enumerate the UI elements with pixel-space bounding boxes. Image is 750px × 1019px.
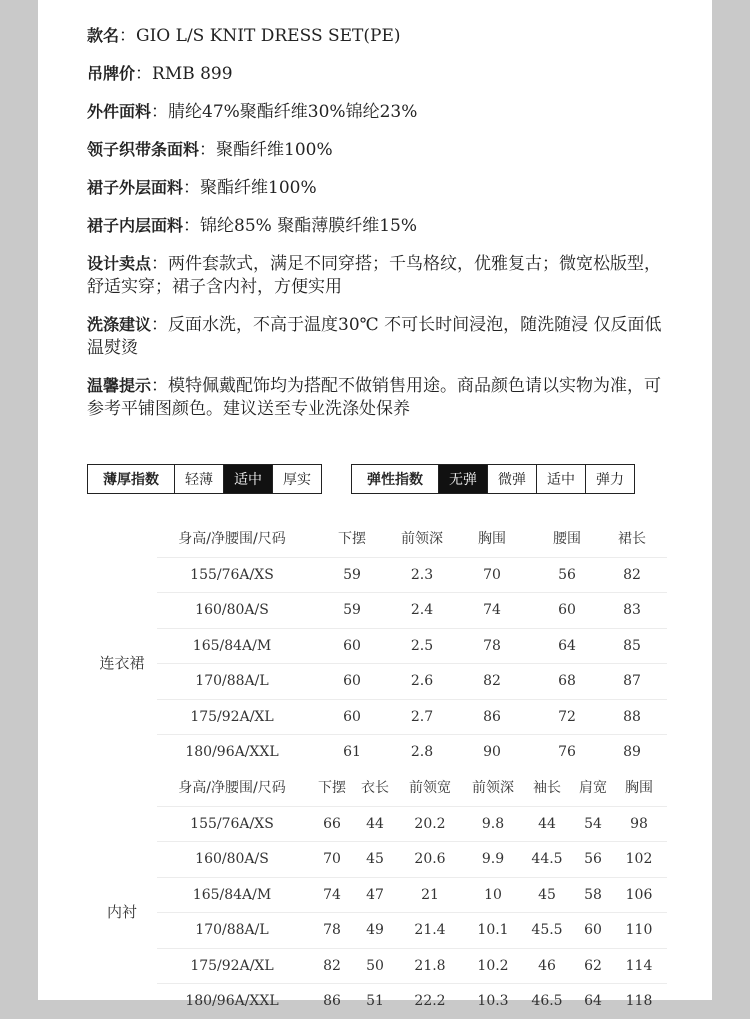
info-label: 裙子外层面料: [87, 178, 184, 197]
table-row: 155/76A/XS 66 44 20.2 9.8 44 54 98: [157, 806, 667, 842]
table-row: 170/88A/L 60 2.6 82 68 87: [157, 663, 667, 699]
info-label: 温馨提示: [87, 376, 152, 395]
dress-category-label: 连衣裙: [99, 654, 145, 672]
elasticity-option: 适中: [536, 465, 585, 493]
info-value: RMB 899: [152, 64, 233, 84]
elasticity-option: 微弹: [487, 465, 536, 493]
info-value: 两件套款式，满足不同穿搭；千鸟格纹，优雅复古；微宽松版型，舒适实穿；裙子含内衬，方便实用: [87, 254, 662, 297]
elasticity-option: 弹力: [585, 465, 634, 493]
column-header: 胸围: [478, 531, 506, 547]
info-value: 聚酯纤维100%: [216, 140, 333, 160]
table-header: [87, 522, 667, 557]
info-value: 模特佩戴配饰均为搭配不做销售用途。商品颜色请以实物为准，可参考平铺图颜色。建议送至专业洗涤处保养: [87, 376, 662, 419]
table-row: 170/88A/L 78 49 21.4 10.1 45.5 60 110: [157, 912, 667, 948]
info-name: 款名：GIO L/S KNIT DRESS SET(PE): [87, 26, 401, 46]
thickness-title: 薄厚指数: [88, 465, 174, 493]
info-tips: 温馨提示：模特佩戴配饰均为搭配不做销售用途。商品颜色请以实物为准，可参考平铺图颜色。建议送至专业洗涤处保养: [87, 376, 662, 419]
column-header: 下摆: [318, 780, 346, 796]
column-header: 前领深: [472, 780, 514, 796]
table-row: 165/84A/M 60 2.5 78 64 85: [157, 628, 667, 664]
info-value: 锦纶85% 聚酯薄膜纤维15%: [200, 216, 417, 236]
thickness-option: 适中: [223, 465, 272, 493]
table-row: 180/96A/XXL 61 2.8 90 76 89: [157, 734, 667, 770]
elasticity-index: [351, 464, 635, 494]
elasticity-option: 无弹: [438, 465, 487, 493]
column-header: 身高/净腰围/尺码: [178, 780, 286, 796]
column-header: 腰围: [553, 531, 581, 547]
info-label: 款名: [87, 26, 120, 45]
lining-category-label: 内衬: [106, 903, 137, 921]
info-outer-fabric: 外件面料：腈纶47%聚酯纤维30%锦纶23%: [87, 102, 418, 122]
info-label: 裙子内层面料: [87, 216, 184, 235]
column-header: 前领宽: [409, 780, 451, 796]
product-info: [87, 24, 677, 435]
column-header: 身高/净腰围/尺码: [178, 531, 286, 547]
column-header: 衣长: [361, 780, 389, 796]
info-value: 腈纶47%聚酯纤维30%锦纶23%: [168, 102, 418, 122]
column-header: 前领深: [401, 531, 443, 547]
info-label: 洗涤建议: [87, 315, 152, 334]
info-price: 吊牌价：RMB 899: [87, 64, 233, 84]
info-value: 聚酯纤维100%: [200, 178, 317, 198]
column-header: 肩宽: [579, 780, 607, 796]
column-header: 胸围: [625, 780, 653, 796]
info-design-points: 设计卖点：两件套款式，满足不同穿搭；千鸟格纹，优雅复古；微宽松版型，舒适实穿；裙子含内衬，方便实用: [87, 254, 662, 297]
info-skirt-inner-fabric: 裙子内层面料：锦纶85% 聚酯薄膜纤维15%: [87, 216, 417, 236]
info-label: 吊牌价: [87, 64, 136, 83]
table-row: 160/80A/S 70 45 20.6 9.9 44.5 56 102: [157, 841, 667, 877]
thickness-index: [87, 464, 322, 494]
table-row: 180/96A/XXL 86 51 22.2 10.3 46.5 64 118: [157, 983, 667, 1019]
info-value: 反面水洗，不高于温度30℃ 不可长时间浸泡，随洗随浸 仅反面低温熨烫: [87, 315, 662, 358]
info-label: 设计卖点: [87, 254, 152, 273]
info-wash-advice: 洗涤建议：反面水洗，不高于温度30℃ 不可长时间浸泡，随洗随浸 仅反面低温熨烫: [87, 315, 662, 358]
table-row: 175/92A/XL 60 2.7 86 72 88: [157, 699, 667, 735]
table-row: 175/92A/XL 82 50 21.8 10.2 46 62 114: [157, 948, 667, 984]
column-header: 裙长: [618, 531, 646, 547]
product-detail-sheet: [38, 0, 712, 1009]
table-row: 155/76A/XS 59 2.3 70 56 82: [157, 557, 667, 593]
elasticity-title: 弹性指数: [352, 465, 438, 493]
info-collar-fabric: 领子织带条面料：聚酯纤维100%: [87, 140, 333, 160]
column-header: 下摆: [338, 531, 366, 547]
info-label: 领子织带条面料: [87, 140, 200, 159]
info-label: 外件面料: [87, 102, 152, 121]
column-header: 袖长: [533, 780, 561, 796]
table-header: [87, 771, 667, 806]
table-row: 165/84A/M 74 47 21 10 45 58 106: [157, 877, 667, 913]
thickness-option: 轻薄: [174, 465, 223, 493]
info-skirt-outer-fabric: 裙子外层面料：聚酯纤维100%: [87, 178, 317, 198]
table-row: 160/80A/S 59 2.4 74 60 83: [157, 592, 667, 628]
info-value: GIO L/S KNIT DRESS SET(PE): [136, 26, 401, 46]
thickness-option: 厚实: [272, 465, 321, 493]
